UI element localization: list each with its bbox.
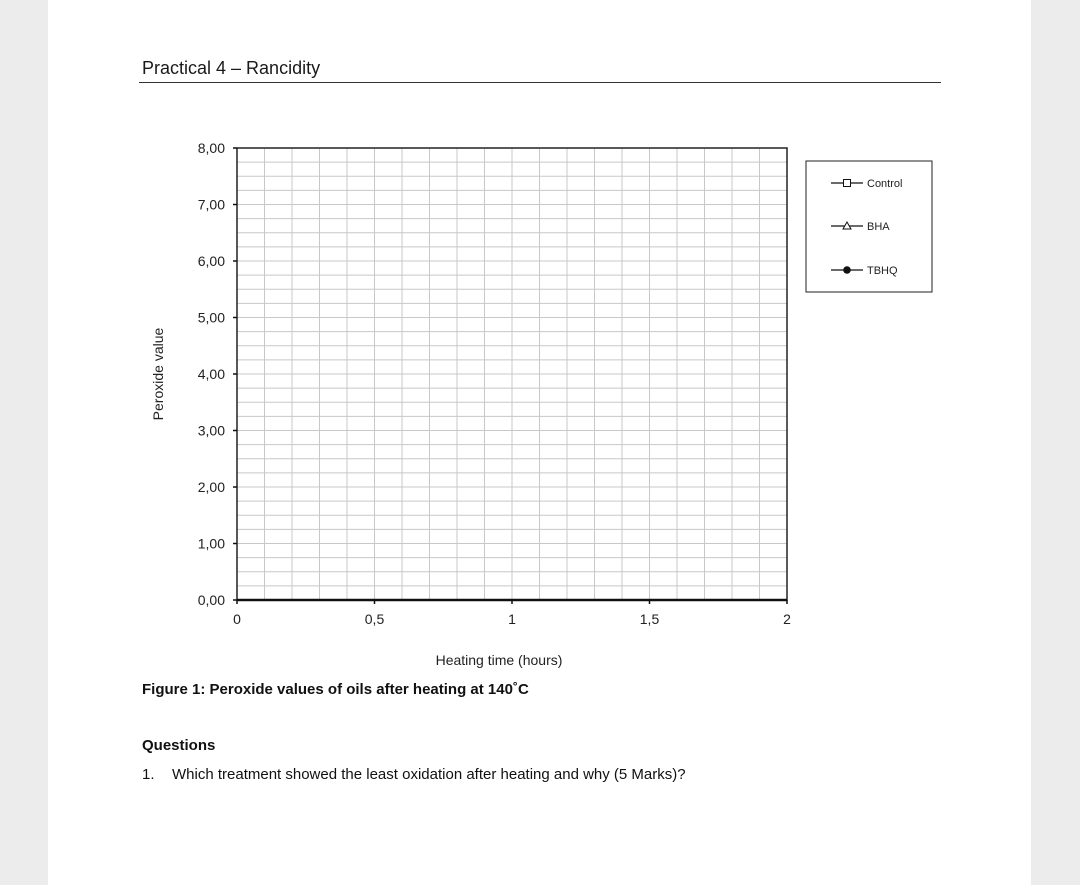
x-axis-ticks — [233, 600, 791, 627]
y-axis-title: Peroxide value — [150, 327, 166, 421]
x-tick-label: 1,5 — [639, 611, 660, 627]
legend — [806, 161, 932, 292]
legend-marker-circle-icon — [843, 266, 851, 274]
y-tick-label: 8,00 — [197, 140, 225, 156]
x-axis-title: Heating time (hours) — [435, 652, 563, 668]
y-tick-label: 5,00 — [197, 309, 225, 326]
question-number: 1. — [142, 766, 155, 783]
legend-marker-square-icon — [844, 180, 851, 187]
legend-label: TBHQ — [867, 265, 898, 277]
document-page — [48, 0, 1031, 885]
figure-caption: Figure 1: Peroxide values of oils after heating at 140˚C — [142, 681, 529, 698]
question-item — [142, 766, 686, 783]
x-tick-label: 2 — [783, 611, 791, 627]
chart-grid — [237, 148, 787, 600]
peroxide-chart — [48, 0, 1031, 680]
y-tick-label: 2,00 — [197, 479, 225, 495]
x-tick-label: 1 — [508, 611, 516, 627]
legend-label: BHA — [867, 221, 890, 233]
legend-label: Control — [867, 178, 903, 190]
y-tick-label: 6,00 — [197, 253, 225, 269]
y-tick-label: 0,00 — [197, 592, 225, 608]
y-tick-label: 4,00 — [197, 366, 225, 382]
y-axis-ticks — [198, 140, 237, 608]
y-tick-label: 1,00 — [197, 535, 225, 552]
question-text: Which treatment showed the least oxidation after heating and why (5 Marks)? — [172, 766, 686, 783]
x-tick-label: 0,5 — [364, 611, 385, 627]
y-tick-label: 3,00 — [197, 422, 225, 439]
x-tick-label: 0 — [233, 611, 241, 627]
questions-heading: Questions — [142, 737, 216, 754]
page-title: Practical 4 – Rancidity — [142, 58, 321, 78]
y-tick-label: 7,00 — [197, 196, 225, 213]
